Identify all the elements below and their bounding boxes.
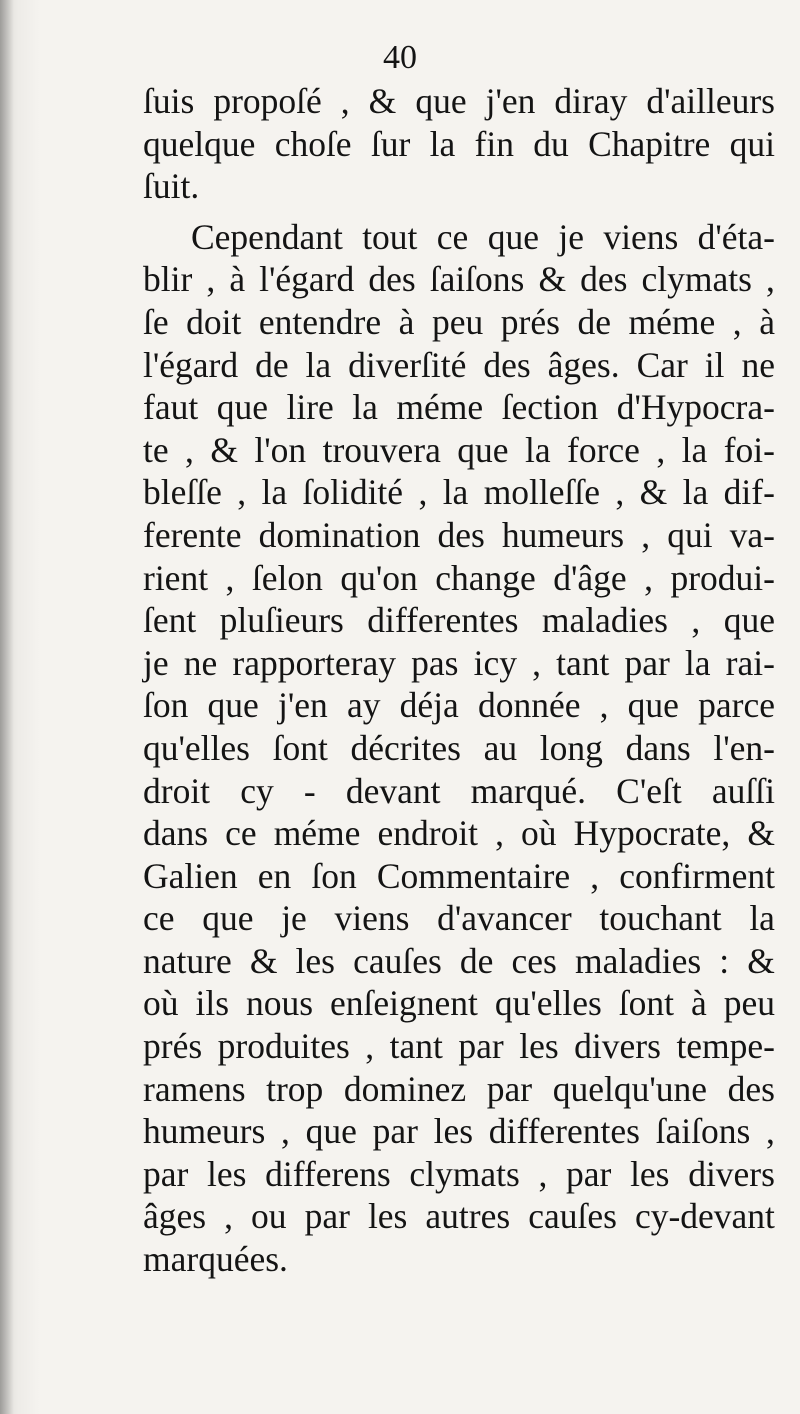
- text-line: [143, 514, 775, 557]
- word: confirment: [619, 855, 775, 896]
- word: je: [558, 216, 584, 257]
- word: dans: [625, 727, 691, 768]
- word: d'avancer: [437, 898, 572, 939]
- word: que: [415, 81, 467, 121]
- word: la: [261, 472, 288, 513]
- word: ,: [766, 1111, 775, 1152]
- word: differens: [265, 1153, 391, 1194]
- word: au: [483, 727, 518, 768]
- word: force: [567, 429, 640, 470]
- text-line: [143, 1068, 775, 1111]
- word: ,: [237, 472, 247, 513]
- word: &: [368, 81, 397, 121]
- word: ,: [280, 1111, 290, 1152]
- word: autres: [425, 1196, 511, 1237]
- word: ſection: [501, 387, 599, 428]
- word: où: [521, 813, 557, 854]
- word: l'égard: [143, 344, 239, 385]
- word: domination: [258, 514, 421, 555]
- word: nature: [143, 940, 232, 981]
- word: rapporteray: [232, 642, 396, 683]
- text-line: [143, 770, 775, 813]
- word: maladies: [574, 940, 702, 981]
- paragraph-spacer: [143, 208, 775, 216]
- word: Galien: [143, 855, 238, 896]
- word: des: [368, 259, 416, 300]
- word: d'ailleurs: [646, 81, 775, 121]
- word: auſſi: [711, 770, 775, 811]
- word: je: [281, 898, 307, 939]
- word: cy-devant: [634, 1196, 775, 1237]
- word: lire: [286, 387, 334, 428]
- word: ce: [143, 898, 175, 939]
- word: décrites: [350, 727, 461, 768]
- word: méme: [396, 387, 484, 428]
- word: il: [704, 344, 725, 385]
- word: diray: [554, 81, 628, 121]
- word: ,: [225, 557, 235, 598]
- word: Car: [636, 344, 688, 385]
- word: j'en: [485, 81, 536, 121]
- word: devant: [345, 770, 441, 811]
- word: ,: [365, 1026, 375, 1067]
- word: ferente: [143, 514, 242, 555]
- word: qui: [667, 514, 713, 555]
- word: ſur: [370, 123, 411, 164]
- word: &: [538, 259, 567, 300]
- word: ne: [183, 642, 218, 683]
- word: tout: [362, 216, 418, 257]
- word: Cependant: [191, 216, 343, 257]
- word: la: [524, 429, 551, 470]
- word: maladies: [541, 600, 669, 641]
- word: tant: [389, 1026, 443, 1067]
- text-line: [143, 855, 775, 898]
- word: donnée: [477, 685, 581, 726]
- word: qu'elles: [494, 983, 602, 1024]
- word: molleſſe: [483, 472, 601, 513]
- text-line: [143, 642, 775, 685]
- word: qu'elles: [143, 727, 250, 768]
- word: ou: [251, 1196, 287, 1237]
- word: ſolidité: [302, 472, 404, 513]
- word: trop: [266, 1068, 324, 1109]
- word: tant: [556, 642, 610, 683]
- word: ,: [691, 600, 701, 641]
- text-line: [143, 471, 775, 514]
- word: ,: [590, 855, 600, 896]
- text-line: [143, 1238, 775, 1281]
- word: peu: [723, 983, 775, 1024]
- word: de: [459, 940, 494, 981]
- word: que: [627, 685, 679, 726]
- word: viens: [603, 216, 679, 257]
- word: Hypocrate,: [573, 813, 731, 854]
- text-line: [143, 258, 775, 301]
- text-line: [143, 429, 775, 472]
- word: que: [457, 429, 509, 470]
- word: méme: [628, 301, 716, 342]
- word: la: [352, 387, 378, 428]
- word: quelqu'une: [552, 1068, 708, 1109]
- word: ſent: [143, 600, 197, 641]
- word: la: [682, 472, 709, 513]
- word: par: [304, 1196, 350, 1237]
- word: foi-: [723, 429, 775, 470]
- word: :: [719, 940, 730, 981]
- word: ramens: [143, 1068, 246, 1109]
- word: ſont: [272, 727, 328, 768]
- word: -: [303, 770, 316, 811]
- word: les: [367, 1196, 408, 1237]
- word: par: [143, 1153, 189, 1194]
- word: que: [207, 685, 259, 726]
- text-line: [143, 940, 775, 983]
- word: ces: [511, 940, 557, 981]
- word: diverſité: [348, 344, 467, 385]
- text-line: [143, 812, 775, 855]
- word: pluſieurs: [219, 600, 344, 641]
- word: cy: [240, 770, 274, 811]
- word: droit: [143, 770, 211, 811]
- word: te: [143, 429, 169, 470]
- word: ,: [495, 813, 504, 854]
- word: parce: [698, 685, 775, 726]
- text-line: [143, 301, 775, 344]
- word: C'eſt: [616, 770, 682, 811]
- word: par: [486, 1068, 533, 1109]
- word: qui: [729, 123, 775, 164]
- word: clymats: [409, 1153, 520, 1194]
- word: âges.: [547, 344, 620, 385]
- word: ſe: [143, 301, 169, 342]
- word: ,: [340, 81, 350, 121]
- word: ,: [224, 1196, 233, 1237]
- word: des: [727, 1068, 775, 1109]
- word: peu: [431, 301, 484, 342]
- word: ſuit.: [143, 166, 200, 207]
- text-line: [143, 982, 775, 1025]
- word: trouvera: [322, 429, 441, 470]
- text-line: [143, 1153, 775, 1196]
- word: ne: [741, 344, 775, 385]
- word: choſe: [274, 123, 352, 164]
- word: prés: [500, 301, 560, 342]
- word: doit: [186, 301, 242, 342]
- word: ,: [644, 557, 653, 598]
- word: ,: [641, 514, 651, 555]
- word: d'âge: [553, 557, 627, 598]
- word: produi-: [670, 557, 775, 598]
- word: de: [577, 301, 611, 342]
- word: la: [684, 642, 711, 683]
- word: les: [519, 1026, 559, 1067]
- word: que: [305, 1111, 357, 1152]
- word: l'on: [254, 429, 307, 470]
- word: differentes: [488, 1111, 640, 1152]
- word: pas: [411, 642, 459, 683]
- word: endroit: [377, 813, 479, 854]
- word: touchant: [599, 898, 722, 939]
- word: enſeignent: [330, 983, 478, 1024]
- word: divers: [688, 1153, 775, 1194]
- word: ils: [195, 983, 230, 1024]
- word: rient: [143, 557, 209, 598]
- word: j'en: [277, 685, 328, 726]
- word: rai-: [725, 642, 775, 683]
- word: la: [681, 429, 708, 470]
- word: à: [759, 301, 775, 342]
- word: divers: [574, 1026, 661, 1067]
- word: ſaiſons: [429, 259, 525, 300]
- word: que: [216, 387, 268, 428]
- word: entendre: [258, 301, 382, 342]
- word: que: [487, 216, 539, 257]
- word: âges: [143, 1196, 207, 1237]
- word: &: [249, 940, 278, 981]
- body-text: [143, 80, 775, 1281]
- word: la: [305, 344, 332, 385]
- word: &: [210, 429, 238, 470]
- word: ce: [225, 813, 257, 854]
- word: ,: [766, 259, 775, 300]
- word: en: [257, 855, 292, 896]
- word: change: [435, 557, 536, 598]
- word: d'éta-: [697, 216, 775, 257]
- word: à: [398, 301, 415, 342]
- word: à: [229, 259, 246, 300]
- word: prés: [143, 1026, 203, 1067]
- word: la: [442, 472, 469, 513]
- word: par: [458, 1026, 504, 1067]
- word: cauſes: [528, 1196, 617, 1237]
- word: à: [690, 983, 707, 1024]
- word: ,: [532, 642, 541, 683]
- word: &: [747, 940, 775, 981]
- word: quelque: [143, 123, 256, 164]
- word: les: [207, 1153, 247, 1194]
- word: ſelon: [251, 557, 323, 598]
- word: par: [372, 1111, 418, 1152]
- text-line: [143, 165, 775, 208]
- word: où: [143, 983, 179, 1024]
- word: par: [566, 1153, 612, 1194]
- word: des: [437, 514, 485, 555]
- word: du: [533, 123, 569, 164]
- word: dans: [143, 813, 209, 854]
- word: fin: [474, 123, 514, 164]
- word: méme: [273, 813, 361, 854]
- word: tempe-: [676, 1026, 775, 1067]
- word: ,: [599, 685, 609, 726]
- word: que: [202, 898, 254, 939]
- text-line: [143, 727, 775, 770]
- text-line: [143, 1025, 775, 1068]
- word: differentes: [367, 600, 519, 641]
- word: des: [483, 344, 531, 385]
- word: icy: [473, 642, 517, 683]
- word: ay: [346, 685, 381, 726]
- text-line: [143, 80, 775, 123]
- word: ,: [206, 259, 216, 300]
- word: par: [624, 642, 670, 683]
- word: des: [580, 259, 628, 300]
- binding-shadow: [0, 0, 14, 1414]
- word: nous: [245, 983, 314, 1024]
- word: ,: [732, 301, 742, 342]
- text-line: [143, 1195, 775, 1238]
- word: ,: [185, 429, 194, 470]
- word: l'égard: [259, 259, 355, 300]
- page-number: 40: [383, 39, 417, 76]
- text-line: [143, 897, 775, 940]
- word: la: [429, 123, 456, 164]
- text-line: [143, 1110, 775, 1153]
- word: Chapitre: [588, 123, 711, 164]
- word: ce: [436, 216, 469, 257]
- word: les: [295, 940, 335, 981]
- word: ſont: [618, 983, 675, 1024]
- word: cauſes: [353, 940, 442, 981]
- word: qu'on: [340, 557, 418, 598]
- word: ſon: [311, 855, 357, 896]
- word: que: [723, 600, 775, 641]
- text-line: [143, 123, 775, 166]
- word: bleſſe: [143, 472, 222, 513]
- word: clymats: [641, 259, 752, 300]
- word: déja: [399, 685, 459, 726]
- text-line: [143, 386, 775, 429]
- text-line: [143, 216, 775, 259]
- word: la: [749, 898, 775, 939]
- text-line: [143, 684, 775, 727]
- word: ,: [656, 429, 666, 470]
- word: Commentaire: [376, 855, 571, 896]
- word: ſuis: [143, 81, 195, 121]
- word: viens: [334, 898, 410, 939]
- word: va-: [729, 514, 775, 555]
- word: faut: [143, 387, 199, 428]
- word: je: [143, 642, 169, 683]
- word: blir: [143, 259, 193, 300]
- text-line: [143, 344, 775, 387]
- word: l'en-: [713, 727, 775, 768]
- word: ſaiſons: [655, 1111, 751, 1152]
- word: propoſé: [213, 81, 322, 121]
- word: marquées.: [143, 1239, 288, 1280]
- text-line: [143, 599, 775, 642]
- text-line: [143, 557, 775, 600]
- word: humeurs: [501, 514, 625, 555]
- word: ,: [418, 472, 428, 513]
- word: marqué.: [470, 770, 586, 811]
- word: ,: [538, 1153, 548, 1194]
- word: ſon: [143, 685, 189, 726]
- word: dif-: [723, 472, 775, 513]
- word: de: [255, 344, 289, 385]
- word: &: [639, 472, 668, 513]
- word: d'Hypocra-: [616, 387, 775, 428]
- word: ,: [615, 472, 625, 513]
- word: les: [630, 1153, 670, 1194]
- word: dominez: [343, 1068, 467, 1109]
- word: les: [433, 1111, 474, 1152]
- word: &: [747, 813, 775, 854]
- word: produites: [217, 1026, 350, 1067]
- word: long: [539, 727, 603, 768]
- word: humeurs: [143, 1111, 266, 1152]
